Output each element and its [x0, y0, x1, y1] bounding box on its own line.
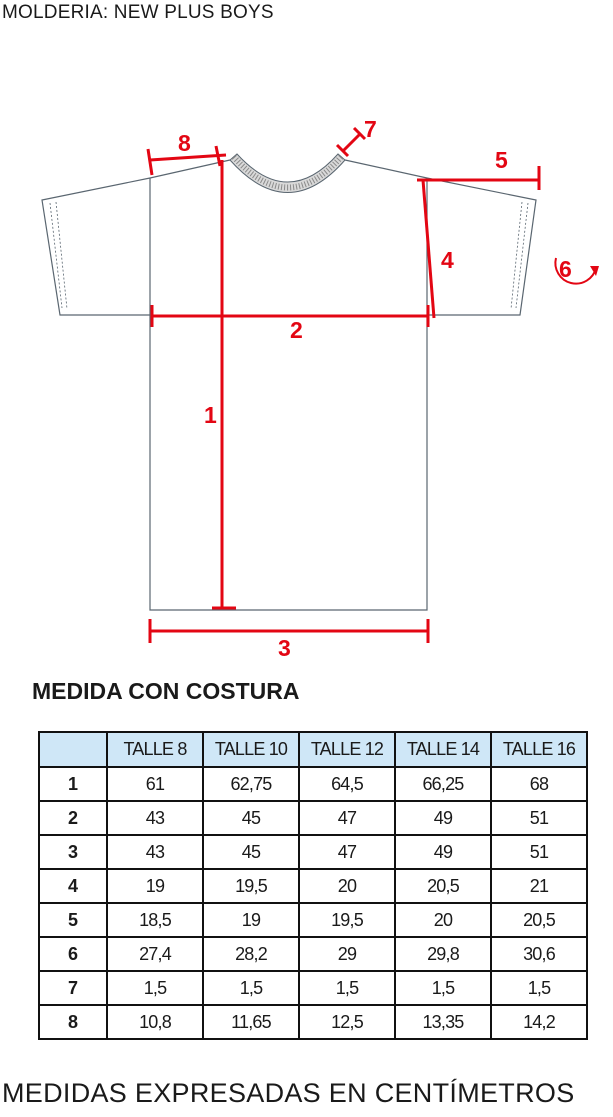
table-cell: 45: [203, 801, 299, 835]
table-cell: 20,5: [491, 903, 587, 937]
table-cell: 11,65: [203, 1005, 299, 1039]
row-label: 5: [39, 903, 107, 937]
table-corner-cell: [39, 732, 107, 767]
table-cell: 47: [299, 801, 395, 835]
table-cell: 30,6: [491, 937, 587, 971]
table-cell: 45: [203, 835, 299, 869]
table-cell: 29,8: [395, 937, 491, 971]
table-cell: 20: [299, 869, 395, 903]
table-cell: 19: [203, 903, 299, 937]
size-table: [38, 731, 588, 1040]
table-row: [39, 937, 587, 971]
table-cell: 19,5: [299, 903, 395, 937]
rotation-arrowhead: [590, 266, 599, 276]
table-cell: 21: [491, 869, 587, 903]
table-cell: 61: [107, 767, 203, 801]
table-cell: 49: [395, 835, 491, 869]
section-title: MEDIDA CON COSTURA: [32, 678, 300, 704]
table-row: [39, 835, 587, 869]
table-cell: 51: [491, 835, 587, 869]
measure-lines: [148, 128, 596, 643]
page-title: MOLDERIA: NEW PLUS BOYS: [2, 2, 274, 23]
row-label: 4: [39, 869, 107, 903]
label-7: 7: [364, 116, 377, 142]
table-cell: 1,5: [491, 971, 587, 1005]
table-row: [39, 903, 587, 937]
table-cell: 1,5: [395, 971, 491, 1005]
label-8: 8: [178, 130, 191, 156]
table-row: [39, 1005, 587, 1039]
table-cell: 27,4: [107, 937, 203, 971]
table-cell: 51: [491, 801, 587, 835]
column-header: TALLE 14: [395, 732, 491, 767]
table-cell: 64,5: [299, 767, 395, 801]
table-cell: 1,5: [299, 971, 395, 1005]
column-header: TALLE 10: [203, 732, 299, 767]
table-row: [39, 971, 587, 1005]
label-6: 6: [559, 256, 572, 282]
table-cell: 29: [299, 937, 395, 971]
table-cell: 19,5: [203, 869, 299, 903]
tshirt-outline: [42, 160, 536, 610]
table-cell: 20,5: [395, 869, 491, 903]
label-2: 2: [290, 317, 303, 343]
column-header: TALLE 12: [299, 732, 395, 767]
table-cell: 14,2: [491, 1005, 587, 1039]
table-cell: 68: [491, 767, 587, 801]
table-cell: 43: [107, 801, 203, 835]
table-cell: 1,5: [203, 971, 299, 1005]
table-cell: 19: [107, 869, 203, 903]
row-label: 7: [39, 971, 107, 1005]
row-label: 2: [39, 801, 107, 835]
column-header: TALLE 8: [107, 732, 203, 767]
row-label: 1: [39, 767, 107, 801]
column-header: TALLE 16: [491, 732, 587, 767]
table-cell: 49: [395, 801, 491, 835]
units-footnote: MEDIDAS EXPRESADAS EN CENTÍMETROS: [2, 1078, 575, 1108]
row-label: 8: [39, 1005, 107, 1039]
table-cell: 13,35: [395, 1005, 491, 1039]
table-cell: 1,5: [107, 971, 203, 1005]
table-cell: 28,2: [203, 937, 299, 971]
table-cell: 20: [395, 903, 491, 937]
table-row: [39, 869, 587, 903]
label-5: 5: [495, 147, 508, 173]
table-cell: 10,8: [107, 1005, 203, 1039]
table-row: [39, 801, 587, 835]
table-row: [39, 767, 587, 801]
row-label: 6: [39, 937, 107, 971]
label-4: 4: [441, 247, 454, 273]
table-cell: 43: [107, 835, 203, 869]
table-header-row: [39, 732, 587, 767]
table-cell: 47: [299, 835, 395, 869]
table-cell: 66,25: [395, 767, 491, 801]
label-3: 3: [278, 635, 291, 661]
collar-rib: [230, 154, 345, 193]
label-1: 1: [204, 402, 217, 428]
measure-labels: [178, 116, 572, 661]
table-cell: 62,75: [203, 767, 299, 801]
row-label: 3: [39, 835, 107, 869]
table-cell: 12,5: [299, 1005, 395, 1039]
table-cell: 18,5: [107, 903, 203, 937]
